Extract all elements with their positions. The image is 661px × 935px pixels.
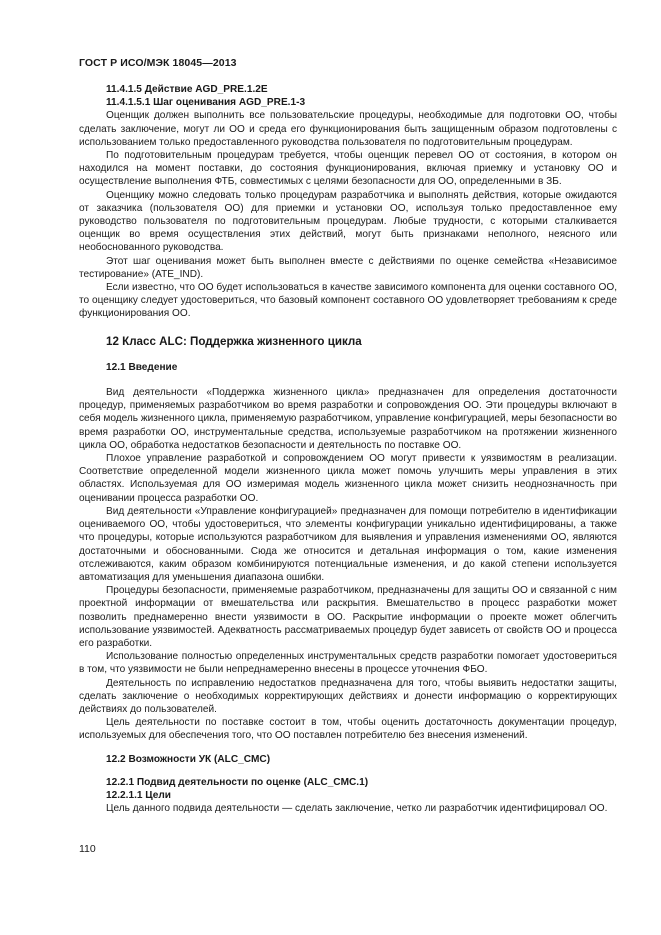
paragraph: Использование полностью определенных инструментальных средств разработки помогает удостовериться в том, что уязвимости не были непреднамеренно внесены в процессе уточнения ФБО. xyxy=(79,651,617,676)
paragraph: Цель деятельности по поставке состоит в том, чтобы оценить достаточность документации процедур, используемых для обеспечения того, что ОО поставлен потребителю без внесения изменений. xyxy=(79,717,617,742)
section-heading: 12.2.1 Подвид деятельности по оценке (ALC_CMC.1) xyxy=(106,776,369,788)
paragraph: По подготовительным процедурам требуется, чтобы оценщик перевел ОО от состояния, в котором он находился на момент поставки, до состояния функционирования, включая приемку и установку ОО и осуществление выполнения ФТБ, совместимых с целями безопасности для ОО, определенными в ЗБ. xyxy=(79,150,617,188)
section-heading: 12.2.1.1 Цели xyxy=(106,789,172,801)
subsection-heading: 12.1 Введение xyxy=(106,361,178,373)
section-heading: 12.2 Возможности УК (ALC_CMC) xyxy=(106,753,271,765)
paragraph: Вид деятельности «Управление конфигурацией» предназначен для помощи потребителю в идентификации оцениваемого ОО, чтобы удостовериться, что элементы конфигурации уникально идентифицированы, а также что процедуры, которые используются разработчиком для выявления и управления изменениями ОО, являются достаточными и обоснованными. Сюда же относится и детальная информация о том, какие изменения отслеживаются, каким образом комбинируются потенциальные изменения, и до какой степени используется автоматизация для уменьшения диапазона ошибки. xyxy=(79,505,617,583)
section-heading: 11.4.1.5 Действие AGD_PRE.1.2E xyxy=(106,84,268,95)
paragraph: Этот шаг оценивания может быть выполнен вместе с действиями по оценке семейства «Независимое тестирование» (ATE_IND). xyxy=(79,255,617,280)
paragraph: Оценщику можно следовать только процедурам разработчика и выполнять действия, которые ожидаются от заказчика (пользователя ОО) для приемки и установки ОО, используя только предоставленное ему руководство пользователя по подготовительным процедурам. Любые трудности, с которыми сталкивается оценщик во время осуществления этих действий, могут быть признаками неполного, неясного или необоснованного руководства. xyxy=(79,189,617,254)
paragraph: Плохое управление разработкой и сопровождением ОО могут привести к уязвимостям в реализации. Соответствие определенной модели жизненного цикла может помочь улучшить меры управления в этих областях. Используемая для ОО измеримая модель жизненного цикла может снизить неоднозначность при оценивании процесса разработки ОО. xyxy=(79,453,617,504)
paragraph: Цель данного подвида деятельности — сделать заключение, четко ли разработчик идентифицировал ОО. xyxy=(106,803,608,815)
page-number: 110 xyxy=(79,843,96,855)
standard-header: ГОСТ Р ИСО/МЭК 18045—2013 xyxy=(79,57,237,69)
paragraph: Вид деятельности «Поддержка жизненного цикла» предназначен для определения достаточности процедур, применяемых разработчиком во время разработки и сопровождения ОО. Эти процедуры включают в себя модель жизненного цикла, применяемую разработчиком, управление конфигурацией, меры безопасности во время разработки ОО, инструментальные средства, используемые разработчиком на протяжении жизненного цикла ОО, обработка недостатков безопасности и деятельность по поставке ОО. xyxy=(79,387,617,451)
section-heading: 11.4.1.5.1 Шаг оценивания AGD_PRE.1-3 xyxy=(106,97,306,109)
paragraph: Оценщик должен выполнить все пользовательские процедуры, необходимые для подготовки ОО, чтобы сделать заключение, могут ли ОО и среда его функционирования быть защищенным образом подготовлены с использованием только предоставленного руководства пользователя по подготовительным процедурам. xyxy=(79,110,617,148)
paragraph: Если известно, что ОО будет использоваться в качестве зависимого компонента для оценки составного ОО, то оценщику следует удостовериться, что базовый компонент составного ОО удовлетворяет требованиям к среде функционирования ОО. xyxy=(79,282,617,320)
chapter-heading: 12 Класс ALC: Поддержка жизненного цикла xyxy=(106,334,362,348)
page-content xyxy=(79,83,617,815)
paragraph: Процедуры безопасности, применяемые разработчиком, предназначены для защиты ОО и связанной с ним проектной информации от вмешательства или раскрытия. Вмешательство в процесс разработки может позволить преднамеренно внести уязвимости в ОО. Раскрытие информации о проекте может облегчить использование уязвимостей. Адекватность рассматриваемых процедур будет зависеть от свойств ОО и процесса его разработки. xyxy=(79,585,617,649)
paragraph: Деятельность по исправлению недостатков предназначена для того, чтобы выявить недостатки защиты, сделать заключение о необходимых корректирующих действиях и донести информацию о корректирующих действиях до пользователей. xyxy=(79,677,617,715)
